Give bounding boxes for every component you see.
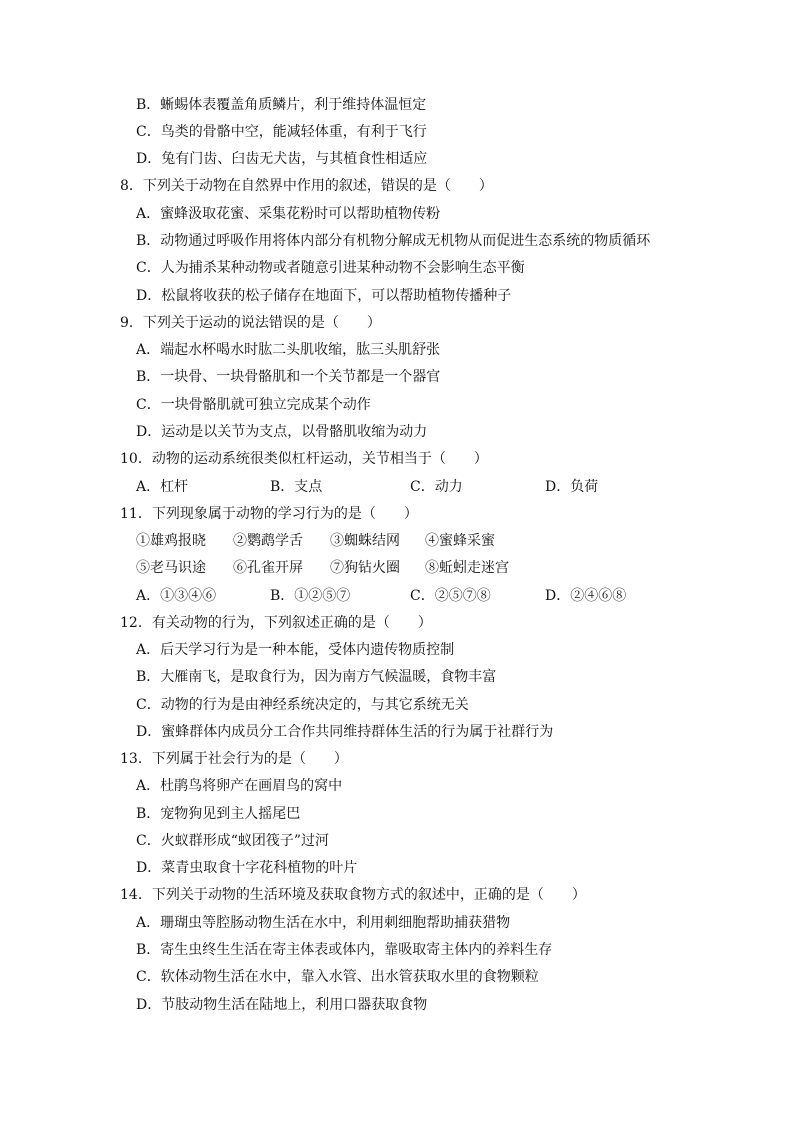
q13-option-a: A．杜鹃鸟将卵产在画眉鸟的窝中 xyxy=(136,778,343,794)
q10-option-c: C．动力 xyxy=(410,479,463,495)
q11-item-7: ⑦狗钻火圈 xyxy=(330,560,400,576)
q12-stem: 12．有关动物的行为，下列叙述正确的是（ ） xyxy=(120,615,432,631)
q14-option-c: C．软体动物生活在水中，靠入水管、出水管获取水里的食物颗粒 xyxy=(136,969,539,985)
q12-option-d: D．蜜蜂群体内成员分工合作共同维持群体生活的行为属于社群行为 xyxy=(136,724,554,740)
q9-stem: 9．下列关于运动的说法错误的是（ ） xyxy=(120,315,381,331)
q14-option-a: A．珊瑚虫等腔肠动物生活在水中，利用刺细胞帮助捕获猎物 xyxy=(136,915,511,931)
q11-option-a: A．①③④⑥ xyxy=(136,588,217,604)
q9-option-d: D．运动是以关节为支点，以骨骼肌收缩为动力 xyxy=(136,424,428,440)
q14-option-d: D．节肢动物生活在陆地上，利用口器获取食物 xyxy=(136,997,428,1013)
q8-option-d: D．松鼠将收获的松子储存在地面下，可以帮助植物传播种子 xyxy=(136,288,512,304)
q14-stem: 14．下列关于动物的生活环境及获取食物方式的叙述中，正确的是（ ） xyxy=(120,887,586,903)
q12-option-c: C．动物的行为是由神经系统决定的，与其它系统无关 xyxy=(136,697,469,713)
q11-item-6: ⑥孔雀开屏 xyxy=(233,560,303,576)
q7-option-c: C．鸟类的骨骼中空，能减轻体重，有利于飞行 xyxy=(136,124,427,140)
q11-item-2: ②鹦鹉学舌 xyxy=(233,533,303,549)
q8-option-a: A．蜜蜂汲取花蜜、采集花粉时可以帮助植物传粉 xyxy=(136,206,441,222)
q11-item-1: ①雄鸡报晓 xyxy=(136,533,206,549)
q12-option-b: B．大雁南飞，是取食行为，因为南方气候温暖，食物丰富 xyxy=(136,669,497,685)
q14-option-b: B．寄生虫终生生活在寄主体表或体内，靠吸取寄主体内的养料生存 xyxy=(136,942,553,958)
q10-option-b: B．支点 xyxy=(270,479,323,495)
q11-item-3: ③蜘蛛结网 xyxy=(330,533,400,549)
q8-option-c: C．人为捕杀某种动物或者随意引进某种动物不会影响生态平衡 xyxy=(136,260,525,276)
q11-stem: 11．下列现象属于动物的学习行为的是（ ） xyxy=(120,506,418,522)
q10-stem: 10．动物的运动系统很类似杠杆运动，关节相当于（ ） xyxy=(120,451,488,467)
q9-option-c: C．一块骨骼肌就可独立完成某个动作 xyxy=(136,397,371,413)
q13-stem: 13．下列属于社会行为的是（ ） xyxy=(120,751,348,767)
q9-option-a: A．端起水杯喝水时肱二头肌收缩，肱三头肌舒张 xyxy=(136,342,441,358)
q7-option-b: B．蜥蜴体表覆盖角质鳞片，利于维持体温恒定 xyxy=(136,97,427,113)
q9-option-b: B．一块骨、一块骨骼肌和一个关节都是一个器官 xyxy=(136,369,441,385)
q12-option-a: A．后天学习行为是一种本能，受体内遗传物质控制 xyxy=(136,642,455,658)
q8-stem: 8．下列关于动物在自然界中作用的叙述，错误的是（ ） xyxy=(120,178,493,194)
q11-option-c: C．②⑤⑦⑧ xyxy=(410,588,491,604)
q10-option-a: A．杠杆 xyxy=(136,479,189,495)
q13-option-c: C．火蚁群形成“蚁团筏子”过河 xyxy=(136,833,330,849)
q11-item-5: ⑤老马识途 xyxy=(136,560,206,576)
q7-option-d: D．兔有门齿、臼齿无犬齿，与其植食性相适应 xyxy=(136,151,428,167)
q11-option-b: B．①②⑤⑦ xyxy=(270,588,351,604)
q13-option-b: B．宠物狗见到主人摇尾巴 xyxy=(136,806,301,822)
q11-option-d: D．②④⑥⑧ xyxy=(545,588,627,604)
q11-item-8: ⑧蚯蚓走迷宫 xyxy=(425,560,509,576)
q10-option-d: D．负荷 xyxy=(545,479,599,495)
q13-option-d: D．菜青虫取食十字花科植物的叶片 xyxy=(136,860,358,876)
q8-option-b: B．动物通过呼吸作用将体内部分有机物分解成无机物从而促进生态系统的物质循环 xyxy=(136,233,651,249)
q11-item-4: ④蜜蜂采蜜 xyxy=(425,533,495,549)
